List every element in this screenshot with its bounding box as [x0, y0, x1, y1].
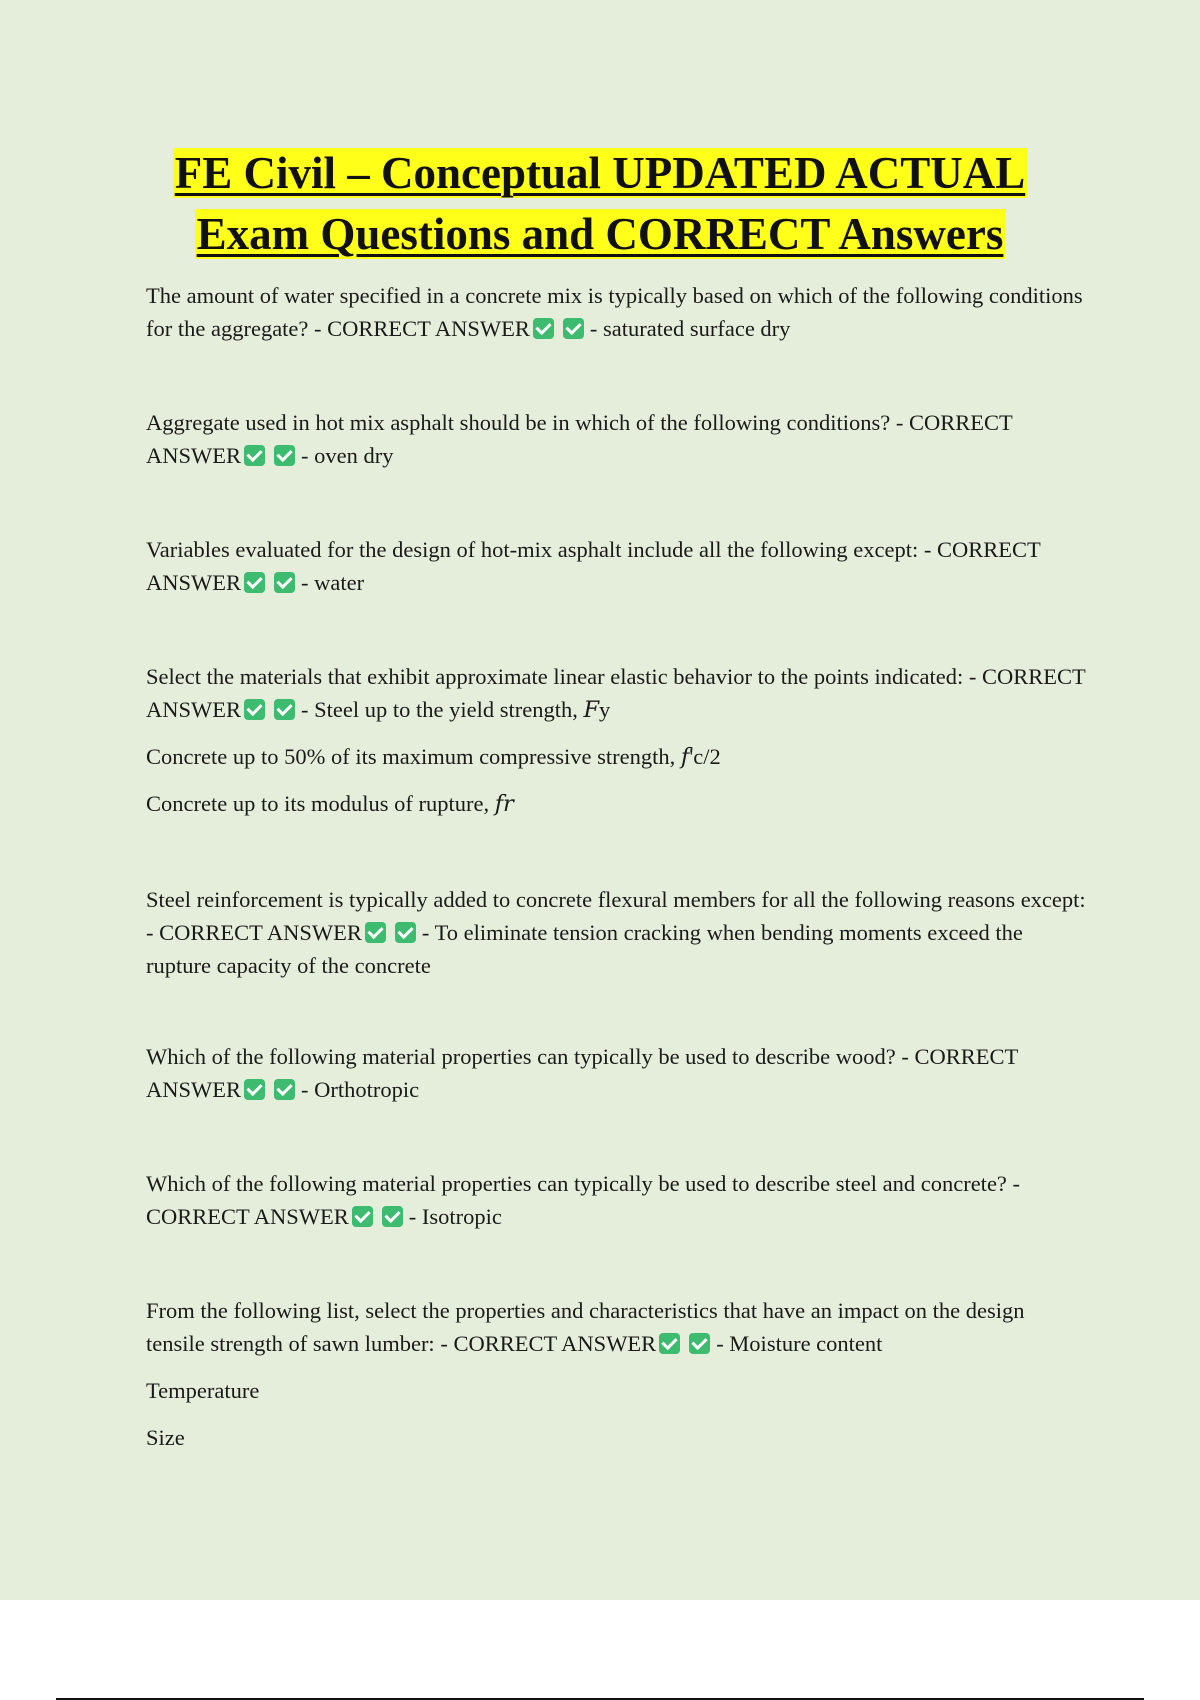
- check-mark-icon: [244, 1079, 265, 1100]
- correct-answer-label: CORRECT ANSWER: [146, 1204, 349, 1229]
- qa-item-4: [146, 660, 1086, 820]
- correct-answer-label: CORRECT ANSWER: [327, 316, 530, 341]
- answer-text: - Moisture content: [716, 1331, 883, 1356]
- answer-continuation: Temperature: [146, 1378, 260, 1403]
- answer-text: - oven dry: [301, 443, 394, 468]
- question-text: Which of the following material properties can typically be used to describe wood? -: [146, 1044, 915, 1069]
- correct-answer-label: CORRECT ANSWER: [146, 410, 1013, 468]
- check-mark-icon: [244, 572, 265, 593]
- check-mark-icon: [563, 318, 584, 339]
- answer-text: - saturated surface dry: [589, 316, 791, 341]
- title-line-1: FE Civil – Conceptual UPDATED ACTUAL: [174, 148, 1026, 198]
- qa-item-8: [146, 1294, 1086, 1454]
- check-mark-icon: [365, 922, 386, 943]
- question-text: The amount of water specified in a concrete mix is typically based on which of the following conditions for the aggregate? -: [146, 283, 1083, 341]
- question-text: Variables evaluated for the design of hot-mix asphalt include all the following except: -: [146, 537, 938, 562]
- qa-item-3: [146, 533, 1086, 599]
- question-text: Steel reinforcement is typically added to concrete flexural members for all the following reasons except: -: [146, 887, 1086, 945]
- correct-answer-label: CORRECT ANSWER: [146, 664, 1086, 722]
- question-text: Aggregate used in hot mix asphalt should be in which of the following conditions? -: [146, 410, 909, 435]
- question-text: Select the materials that exhibit approximate linear elastic behavior to the points indicated: -: [146, 664, 982, 689]
- check-mark-icon: [395, 922, 416, 943]
- qa-paragraph: [146, 1167, 1086, 1233]
- qa-paragraph: [146, 1040, 1086, 1106]
- answer-text: - Isotropic: [408, 1204, 502, 1229]
- check-mark-icon: [274, 572, 295, 593]
- check-mark-icon: [382, 1206, 403, 1227]
- answer-text: - Orthotropic: [301, 1077, 420, 1102]
- answer-continuation: Size: [146, 1425, 185, 1450]
- answer-text: - water: [301, 570, 365, 595]
- check-mark-icon: [274, 699, 295, 720]
- question-text: From the following list, select the properties and characteristics that have an impact on the design tensile strength of sawn lumber: -: [146, 1298, 1025, 1356]
- check-mark-icon: [244, 699, 265, 720]
- check-mark-icon: [659, 1333, 680, 1354]
- check-mark-icon: [274, 1079, 295, 1100]
- qa-item-1: [146, 279, 1086, 345]
- qa-paragraph: [146, 279, 1086, 345]
- qa-paragraph: [146, 1294, 1086, 1360]
- qa-item-7: [146, 1167, 1086, 1233]
- correct-answer-label: CORRECT ANSWER: [146, 537, 1041, 595]
- answer-text: - To eliminate tension cracking when bending moments exceed the rupture capacity of the concrete: [146, 920, 1023, 978]
- document-title: [0, 143, 1200, 265]
- check-mark-icon: [689, 1333, 710, 1354]
- correct-answer-label: CORRECT ANSWER: [146, 1044, 1018, 1102]
- qa-paragraph: [146, 406, 1086, 472]
- qa-paragraph: [146, 533, 1086, 599]
- title-line-2: Exam Questions and CORRECT Answers: [196, 209, 1004, 259]
- check-mark-icon: [533, 318, 554, 339]
- qa-item-2: [146, 406, 1086, 472]
- correct-answer-label: CORRECT ANSWER: [159, 920, 362, 945]
- qa-paragraph: [146, 660, 1086, 726]
- qa-item-5: [146, 883, 1086, 982]
- correct-answer-label: CORRECT ANSWER: [453, 1331, 657, 1356]
- question-text: Which of the following material properties can typically be used to describe steel and concrete? -: [146, 1171, 1021, 1196]
- qa-item-6: [146, 1040, 1086, 1106]
- answer-continuation: Concrete up to 50% of its maximum compressive strength, 𝑓'c/2: [146, 744, 721, 769]
- answer-text: - Steel up to the yield strength, 𝐹y: [301, 697, 611, 722]
- check-mark-icon: [244, 445, 265, 466]
- answer-continuation: Concrete up to its modulus of rupture, 𝑓𝑟: [146, 791, 514, 816]
- check-mark-icon: [274, 445, 295, 466]
- check-mark-icon: [352, 1206, 373, 1227]
- qa-paragraph: [146, 883, 1086, 982]
